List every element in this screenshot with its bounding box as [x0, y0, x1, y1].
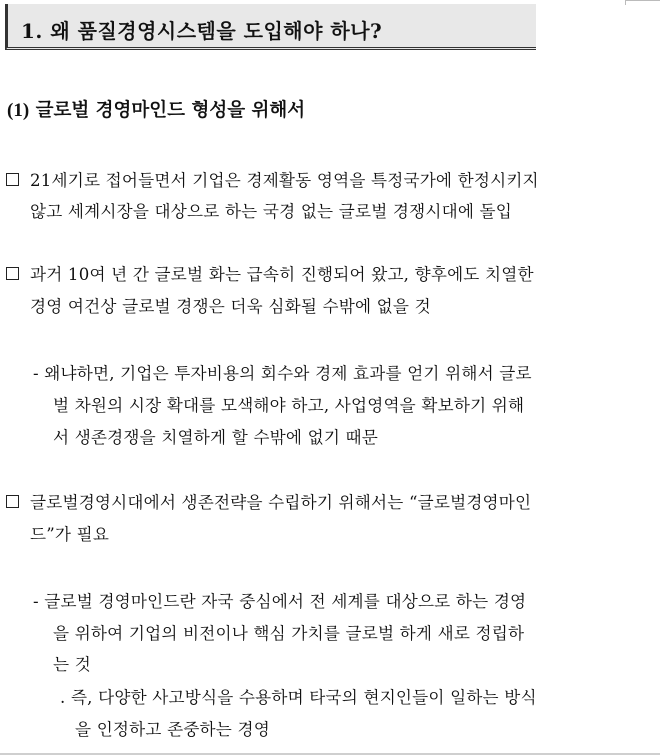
page-title: 1. 왜 품질경영시스템을 도입해야 하나? [21, 19, 383, 43]
bullet-3-sub-line-1: - 글로벌 경영마인드란 자국 중심에서 전 세계를 대상으로 하는 경영 [33, 592, 527, 611]
section-heading-text: 글로벌 경영마인드 형성을 위해서 [35, 100, 306, 121]
bullet-2-sub-line-1: - 왜냐하면, 기업은 투자비용의 회수와 경제 효과를 얻기 위해서 글로 [33, 364, 532, 383]
title-box [5, 4, 536, 50]
section-heading [7, 96, 305, 122]
bullet-3-subsub-line-1: . 즉, 다양한 사고방식을 수용하며 타국의 현지인들이 일하는 방식 [60, 688, 537, 707]
bullet-2-line-1: 과거 10여 년 간 글로벌 화는 급속히 진행되어 왔고, 향후에도 치열한 [30, 265, 534, 284]
bullet-2-sub-line-2: 벌 차원의 시장 확대를 모색해야 하고, 사업영역을 확보하기 위해 [53, 396, 525, 415]
bullet-3-sub-line-3: 는 것 [53, 655, 91, 674]
checkbox-bullet-icon [6, 495, 19, 508]
page-corner-mark [625, 0, 660, 5]
checkbox-bullet-icon [6, 267, 19, 280]
bullet-3-sub-line-2: 을 위하여 기업의 비전이나 핵심 가치를 글로벌 하게 새로 정립하 [53, 624, 525, 643]
checkbox-bullet-icon [6, 173, 19, 186]
bullet-1-line-1: 21세기로 접어들면서 기업은 경제활동 영역을 특정국가에 한정시키지 [30, 171, 539, 190]
section-number: (1) [7, 100, 30, 121]
bullet-3-subsub-line-2: 을 인정하고 존중하는 경영 [75, 720, 270, 739]
bullet-3-line-1: 글로벌경영시대에서 생존전략을 수립하기 위해서는 “글로벌경영마인 [30, 493, 532, 512]
bullet-3-line-2: 드”가 필요 [30, 525, 110, 544]
bullet-2-line-2: 경영 여건상 글로벌 경쟁은 더욱 심화될 수밖에 없을 것 [30, 297, 431, 316]
bullet-1-line-2: 않고 세계시장을 대상으로 하는 국경 없는 글로벌 경쟁시대에 돌입 [30, 202, 512, 221]
bullet-2-sub-line-3: 서 생존경쟁을 치열하게 할 수밖에 없기 때문 [53, 428, 378, 447]
